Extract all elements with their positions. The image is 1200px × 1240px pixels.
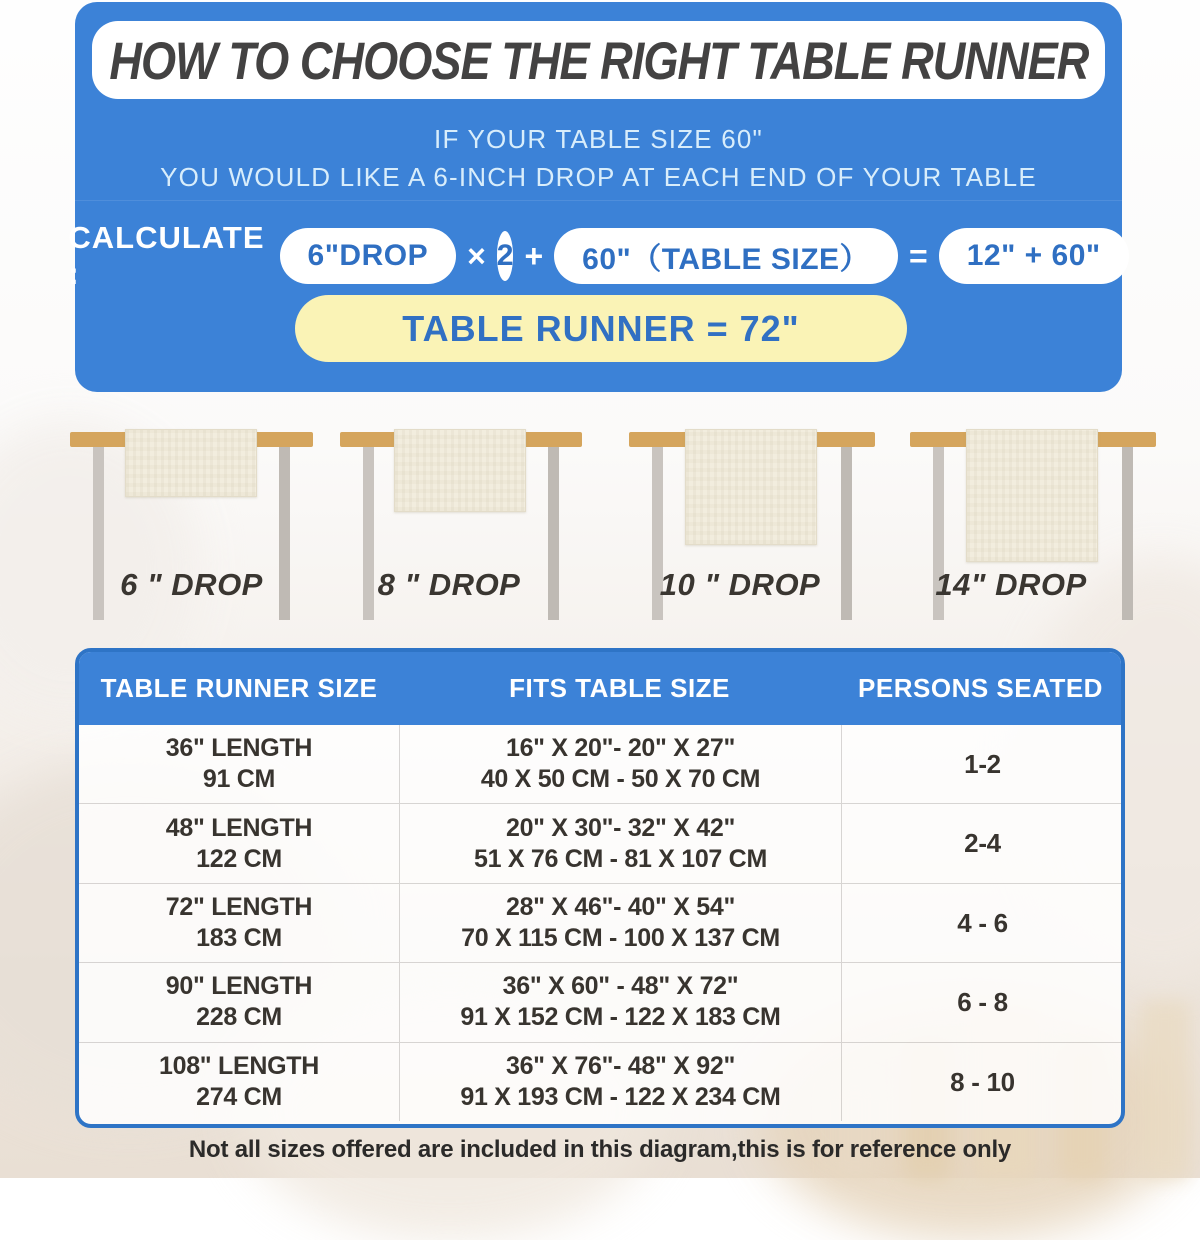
fits-size-inches: 20" X 30"- 32" X 42" <box>505 813 736 842</box>
equals-operator: = <box>909 237 928 274</box>
persons-cell: 8 - 10 <box>841 1043 1123 1121</box>
times-operator: × <box>467 237 486 274</box>
runner-size-inches: 90" LENGTH <box>165 972 313 1001</box>
panel-seam-line <box>75 200 1122 201</box>
fits-size-cm: 40 X 50 CM - 50 X 70 CM <box>480 765 761 794</box>
fits-size-cm: 91 X 193 CM - 122 X 234 CM <box>460 1082 781 1111</box>
table-runner-cloth <box>966 429 1098 562</box>
persons-cell: 1-2 <box>841 725 1123 803</box>
size-chart-panel <box>75 648 1125 1128</box>
drop-label: 8 " DROP <box>377 567 521 602</box>
drop-label: 6 " DROP <box>120 567 263 602</box>
fits-size-cm: 70 X 115 CM - 100 X 137 CM <box>461 924 780 953</box>
runner-size-cm: 228 CM <box>196 1003 282 1032</box>
calculate-label: CALCULATE : <box>68 220 265 291</box>
runner-size-cell <box>79 963 399 1041</box>
drop-label: 10 " DROP <box>659 567 821 602</box>
sum-pill: 12" + 60" <box>939 228 1129 284</box>
persons-cell: 4 - 6 <box>841 884 1123 962</box>
table-illustration-6-drop <box>70 429 313 629</box>
calculation-row <box>68 220 1122 291</box>
fits-size-cm: 91 X 152 CM - 122 X 183 CM <box>460 1003 781 1032</box>
persons-cell: 2-4 <box>841 804 1123 882</box>
fits-size-cell <box>399 963 841 1041</box>
table-row <box>79 803 1121 882</box>
fits-size-cm: 51 X 76 CM - 81 X 107 CM <box>474 844 767 873</box>
page-title: HOW TO CHOOSE THE RIGHT TABLE RUNNER <box>109 30 1088 90</box>
table-size-pill: 60"（TABLE SIZE） <box>554 228 898 284</box>
runner-size-cell <box>79 725 399 803</box>
table-illustration-14-drop <box>910 429 1156 629</box>
table-row <box>79 1042 1121 1121</box>
intro-line-1: IF YOUR TABLE SIZE 60" <box>434 124 763 154</box>
fits-size-inches: 16" X 20"- 20" X 27" <box>505 734 736 763</box>
title-banner <box>92 21 1105 99</box>
fits-size-cell <box>399 804 841 882</box>
table-runner-cloth <box>685 429 817 545</box>
instructions-panel <box>68 2 1122 392</box>
runner-size-inches: 48" LENGTH <box>165 813 313 842</box>
runner-size-cell <box>79 1043 399 1121</box>
table-illustration-8-drop <box>340 429 582 629</box>
fits-size-cell <box>399 1043 841 1121</box>
size-chart-header <box>79 652 1121 725</box>
persons-cell: 6 - 8 <box>841 963 1123 1041</box>
table-illustration-10-drop <box>629 429 875 629</box>
intro-line-2: YOU WOULD LIKE A 6-INCH DROP AT EACH END OF YOUR TABLE <box>160 162 1037 192</box>
runner-size-inches: 72" LENGTH <box>165 893 313 922</box>
size-chart-body <box>79 725 1121 1121</box>
fits-size-cell <box>399 884 841 962</box>
fits-size-inches: 36" X 76"- 48" X 92" <box>505 1051 736 1080</box>
fits-size-cell <box>399 725 841 803</box>
runner-size-cm: 122 CM <box>196 844 282 873</box>
fits-size-inches: 36" X 60" - 48" X 72" <box>502 972 739 1001</box>
header-table-runner-size: TABLE RUNNER SIZE <box>100 673 378 703</box>
table-row <box>79 962 1121 1041</box>
multiplier-circle: 2 <box>497 231 514 281</box>
fits-size-inches: 28" X 46"- 40" X 54" <box>505 893 736 922</box>
table-row <box>79 725 1121 803</box>
table-runner-cloth <box>125 429 257 497</box>
runner-size-cm: 274 CM <box>196 1082 282 1111</box>
runner-size-cell <box>79 884 399 962</box>
reference-footnote: Not all sizes offered are included in this diagram,this is for reference only <box>188 1136 1012 1163</box>
header-fits-table-size: FITS TABLE SIZE <box>509 673 730 703</box>
drop-value-pill: 6"DROP <box>280 228 457 284</box>
runner-size-cm: 183 CM <box>196 924 282 953</box>
runner-size-cell <box>79 804 399 882</box>
header-persons-seated: PERSONS SEATED <box>858 673 1103 703</box>
runner-size-cm: 91 CM <box>202 765 276 794</box>
plus-operator: + <box>524 237 544 274</box>
table-runner-cloth <box>394 429 526 512</box>
drop-label: 14" DROP <box>935 567 1087 602</box>
runner-size-inches: 108" LENGTH <box>159 1051 319 1080</box>
result-pill: TABLE RUNNER = 72" <box>295 295 907 362</box>
table-row <box>79 883 1121 962</box>
runner-size-inches: 36" LENGTH <box>165 734 313 763</box>
